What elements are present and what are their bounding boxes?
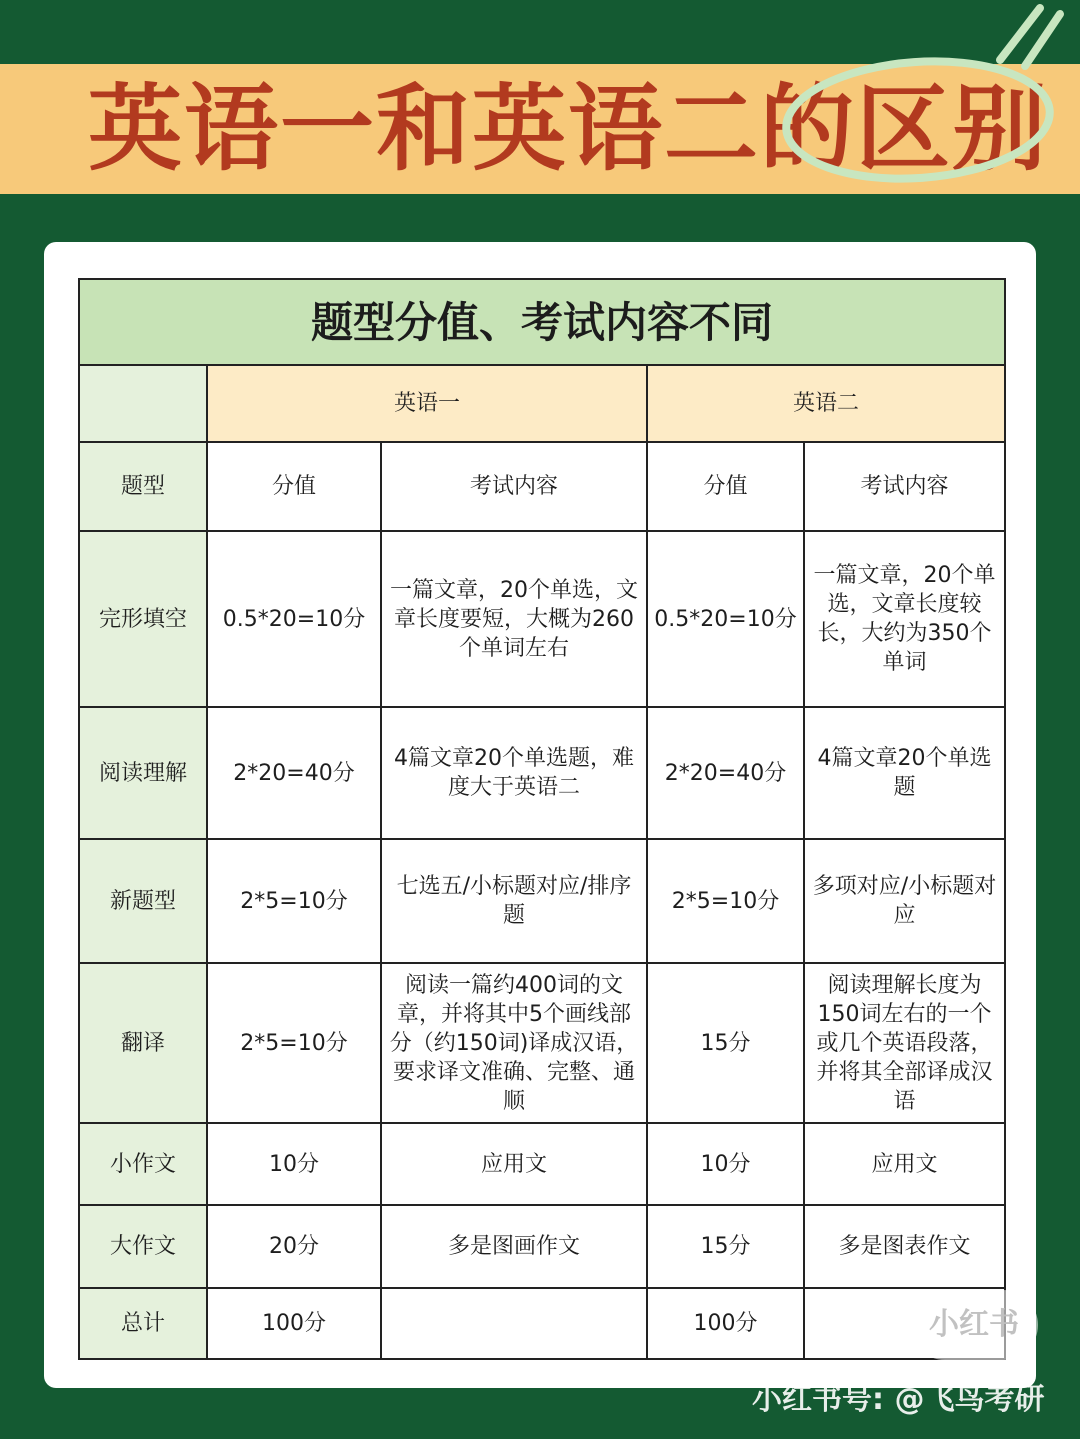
e2-content-cell: 阅读理解长度为150词左右的一个或几个英语段落，并将其全部译成汉语 — [804, 963, 1005, 1123]
watermark-logo: 小红书 — [910, 1290, 1038, 1360]
column-header-e1-score: 分值 — [207, 442, 381, 531]
group-header-row — [79, 365, 1005, 442]
row-label: 小作文 — [79, 1123, 207, 1205]
table-row — [79, 1123, 1005, 1205]
table-heading-row — [79, 279, 1005, 365]
row-label: 完形填空 — [79, 531, 207, 707]
e1-score-cell: 2*20=40分 — [207, 707, 381, 839]
column-header-row — [79, 442, 1005, 531]
e1-content-cell — [381, 1288, 647, 1359]
e2-content-cell: 多是图表作文 — [804, 1205, 1005, 1288]
e1-score-cell: 100分 — [207, 1288, 381, 1359]
e2-score-cell: 15分 — [647, 1205, 804, 1288]
table-row — [79, 531, 1005, 707]
column-header-e2-content: 考试内容 — [804, 442, 1005, 531]
e2-score-cell: 0.5*20=10分 — [647, 531, 804, 707]
e1-content-cell: 阅读一篇约400词的文章，并将其中5个画线部分（约150词)译成汉语，要求译文准确、完整、通顺 — [381, 963, 647, 1123]
e2-score-cell: 2*5=10分 — [647, 839, 804, 963]
row-label: 新题型 — [79, 839, 207, 963]
scribble-circle-icon — [770, 0, 1080, 200]
column-header-e1-content: 考试内容 — [381, 442, 647, 531]
table-row — [79, 707, 1005, 839]
table-heading: 题型分值、考试内容不同 — [79, 279, 1005, 365]
group-header-english1: 英语一 — [207, 365, 647, 442]
table-row — [79, 963, 1005, 1123]
e2-score-cell: 2*20=40分 — [647, 707, 804, 839]
e1-score-cell: 0.5*20=10分 — [207, 531, 381, 707]
e2-score-cell: 10分 — [647, 1123, 804, 1205]
e1-score-cell: 2*5=10分 — [207, 839, 381, 963]
column-header-type: 题型 — [79, 442, 207, 531]
e2-content-cell: 一篇文章，20个单选，文章长度较长，大约为350个单词 — [804, 531, 1005, 707]
group-header-english2: 英语二 — [647, 365, 1005, 442]
e1-score-cell: 10分 — [207, 1123, 381, 1205]
e1-score-cell: 2*5=10分 — [207, 963, 381, 1123]
row-label: 阅读理解 — [79, 707, 207, 839]
table-row — [79, 839, 1005, 963]
table-row — [79, 1288, 1005, 1359]
e2-content-cell: 应用文 — [804, 1123, 1005, 1205]
table-row — [79, 1205, 1005, 1288]
e2-score-cell: 15分 — [647, 963, 804, 1123]
e2-content-cell: 4篇文章20个单选题 — [804, 707, 1005, 839]
row-label: 翻译 — [79, 963, 207, 1123]
e1-content-cell: 应用文 — [381, 1123, 647, 1205]
watermark-text: 小红书号: @飞鸟考研 — [752, 1382, 1045, 1417]
column-header-e2-score: 分值 — [647, 442, 804, 531]
e1-score-cell: 20分 — [207, 1205, 381, 1288]
corner-cell — [79, 365, 207, 442]
comparison-table — [78, 278, 1006, 1360]
page-title: 英语一和英语二的区别 — [88, 75, 1049, 184]
e1-content-cell: 4篇文章20个单选题，难度大于英语二 — [381, 707, 647, 839]
row-label: 总计 — [79, 1288, 207, 1359]
e2-content-cell: 多项对应/小标题对应 — [804, 839, 1005, 963]
e2-score-cell: 100分 — [647, 1288, 804, 1359]
e1-content-cell: 多是图画作文 — [381, 1205, 647, 1288]
e1-content-cell: 一篇文章，20个单选，文章长度要短，大概为260个单词左右 — [381, 531, 647, 707]
e1-content-cell: 七选五/小标题对应/排序题 — [381, 839, 647, 963]
row-label: 大作文 — [79, 1205, 207, 1288]
